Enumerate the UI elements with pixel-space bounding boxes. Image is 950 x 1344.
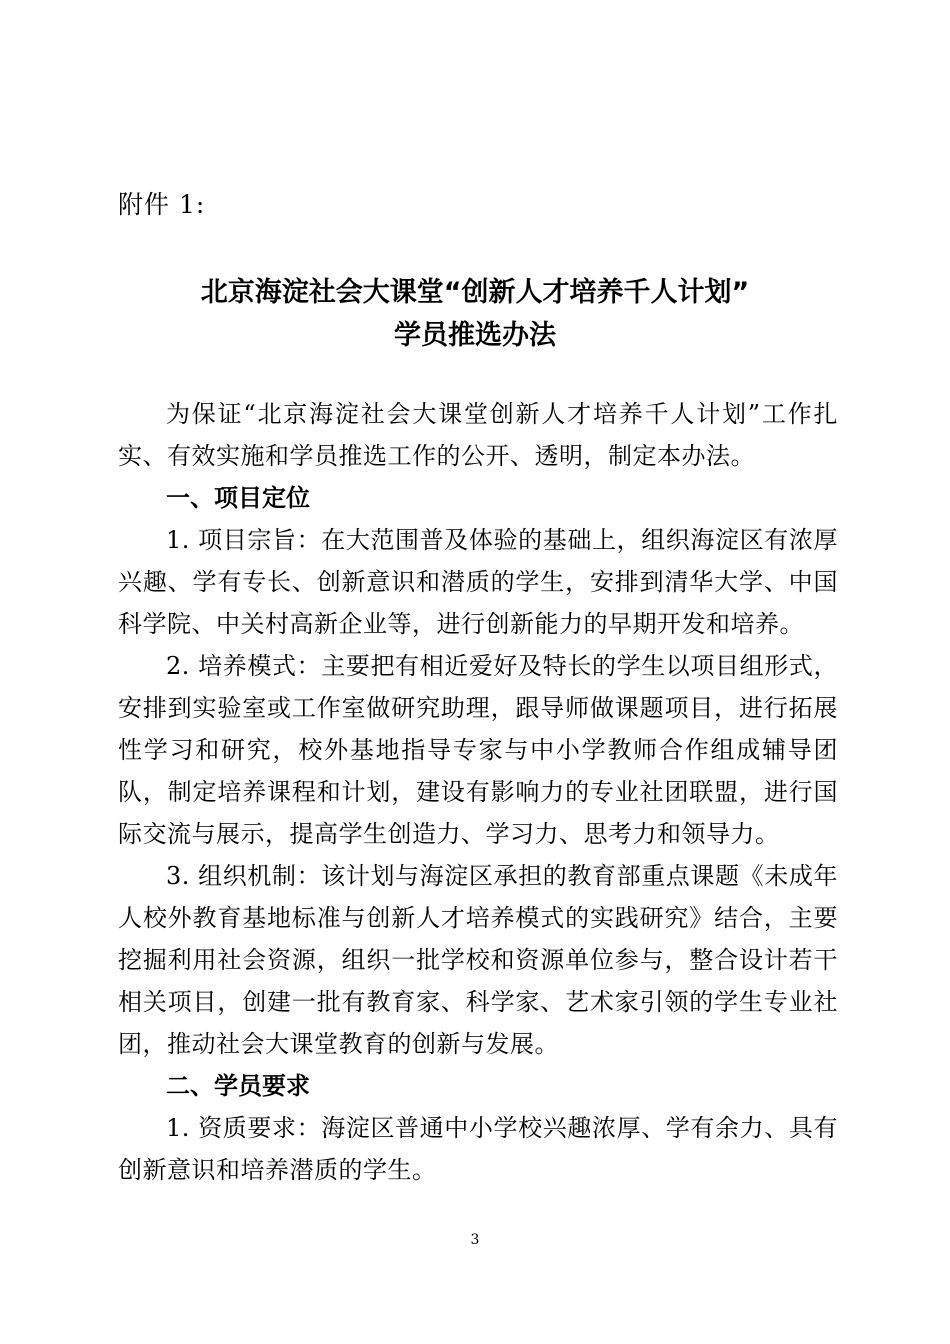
intro-paragraph: 为保证“北京海淀社会大课堂创新人才培养千人计划”工作扎实、有效实施和学员推选工作的公开、透明，制定本办法。 [118,400,838,470]
section1-paragraph-1: 1. 项目宗旨：在大范围普及体验的基础上，组织海淀区有浓厚兴趣、学有专长、创新意识和潜质的学生，安排到清华大学、中国科学院、中关村高新企业等，进行创新能力的早期开发和培养。 [118,526,838,638]
section1-paragraph-3: 3. 组织机制：该计划与海淀区承担的教育部重点课题《未成年人校外教育基地标准与创新人才培养模式的实践研究》结合，主要挖掘利用社会资源，组织一批学校和资源单位参与，整合设计若干相关项目，创建一批有教育家、科学家、艺术家引领的学生专业社团，推动社会大课堂教育的创新与发展。 [118,862,838,1058]
page-number: 3 [470,1232,480,1248]
section1-heading: 一、项目定位 [166,484,310,512]
section2-paragraph-1: 1. 资质要求：海淀区普通中小学校兴趣浓厚、学有余力、具有创新意识和培养潜质的学生。 [118,1114,838,1184]
attachment-label: 附件 1: [118,190,206,219]
document-title-line1: 北京海淀社会大课堂“创新人才培养千人计划” [200,277,750,308]
section2-heading: 二、学员要求 [166,1072,310,1100]
document-body [118,393,838,1191]
document-title-line2: 学员推选办法 [394,320,556,351]
section1-paragraph-2: 2. 培养模式：主要把有相近爱好及特长的学生以项目组形式，安排到实验室或工作室做研究助理，跟导师做课题项目，进行拓展性学习和研究，校外基地指导专家与中小学教师合作组成辅导团队，制定培养课程和计划，建设有影响力的专业社团联盟，进行国际交流与展示，提高学生创造力、学习力、思考力和领导力。 [118,652,838,848]
